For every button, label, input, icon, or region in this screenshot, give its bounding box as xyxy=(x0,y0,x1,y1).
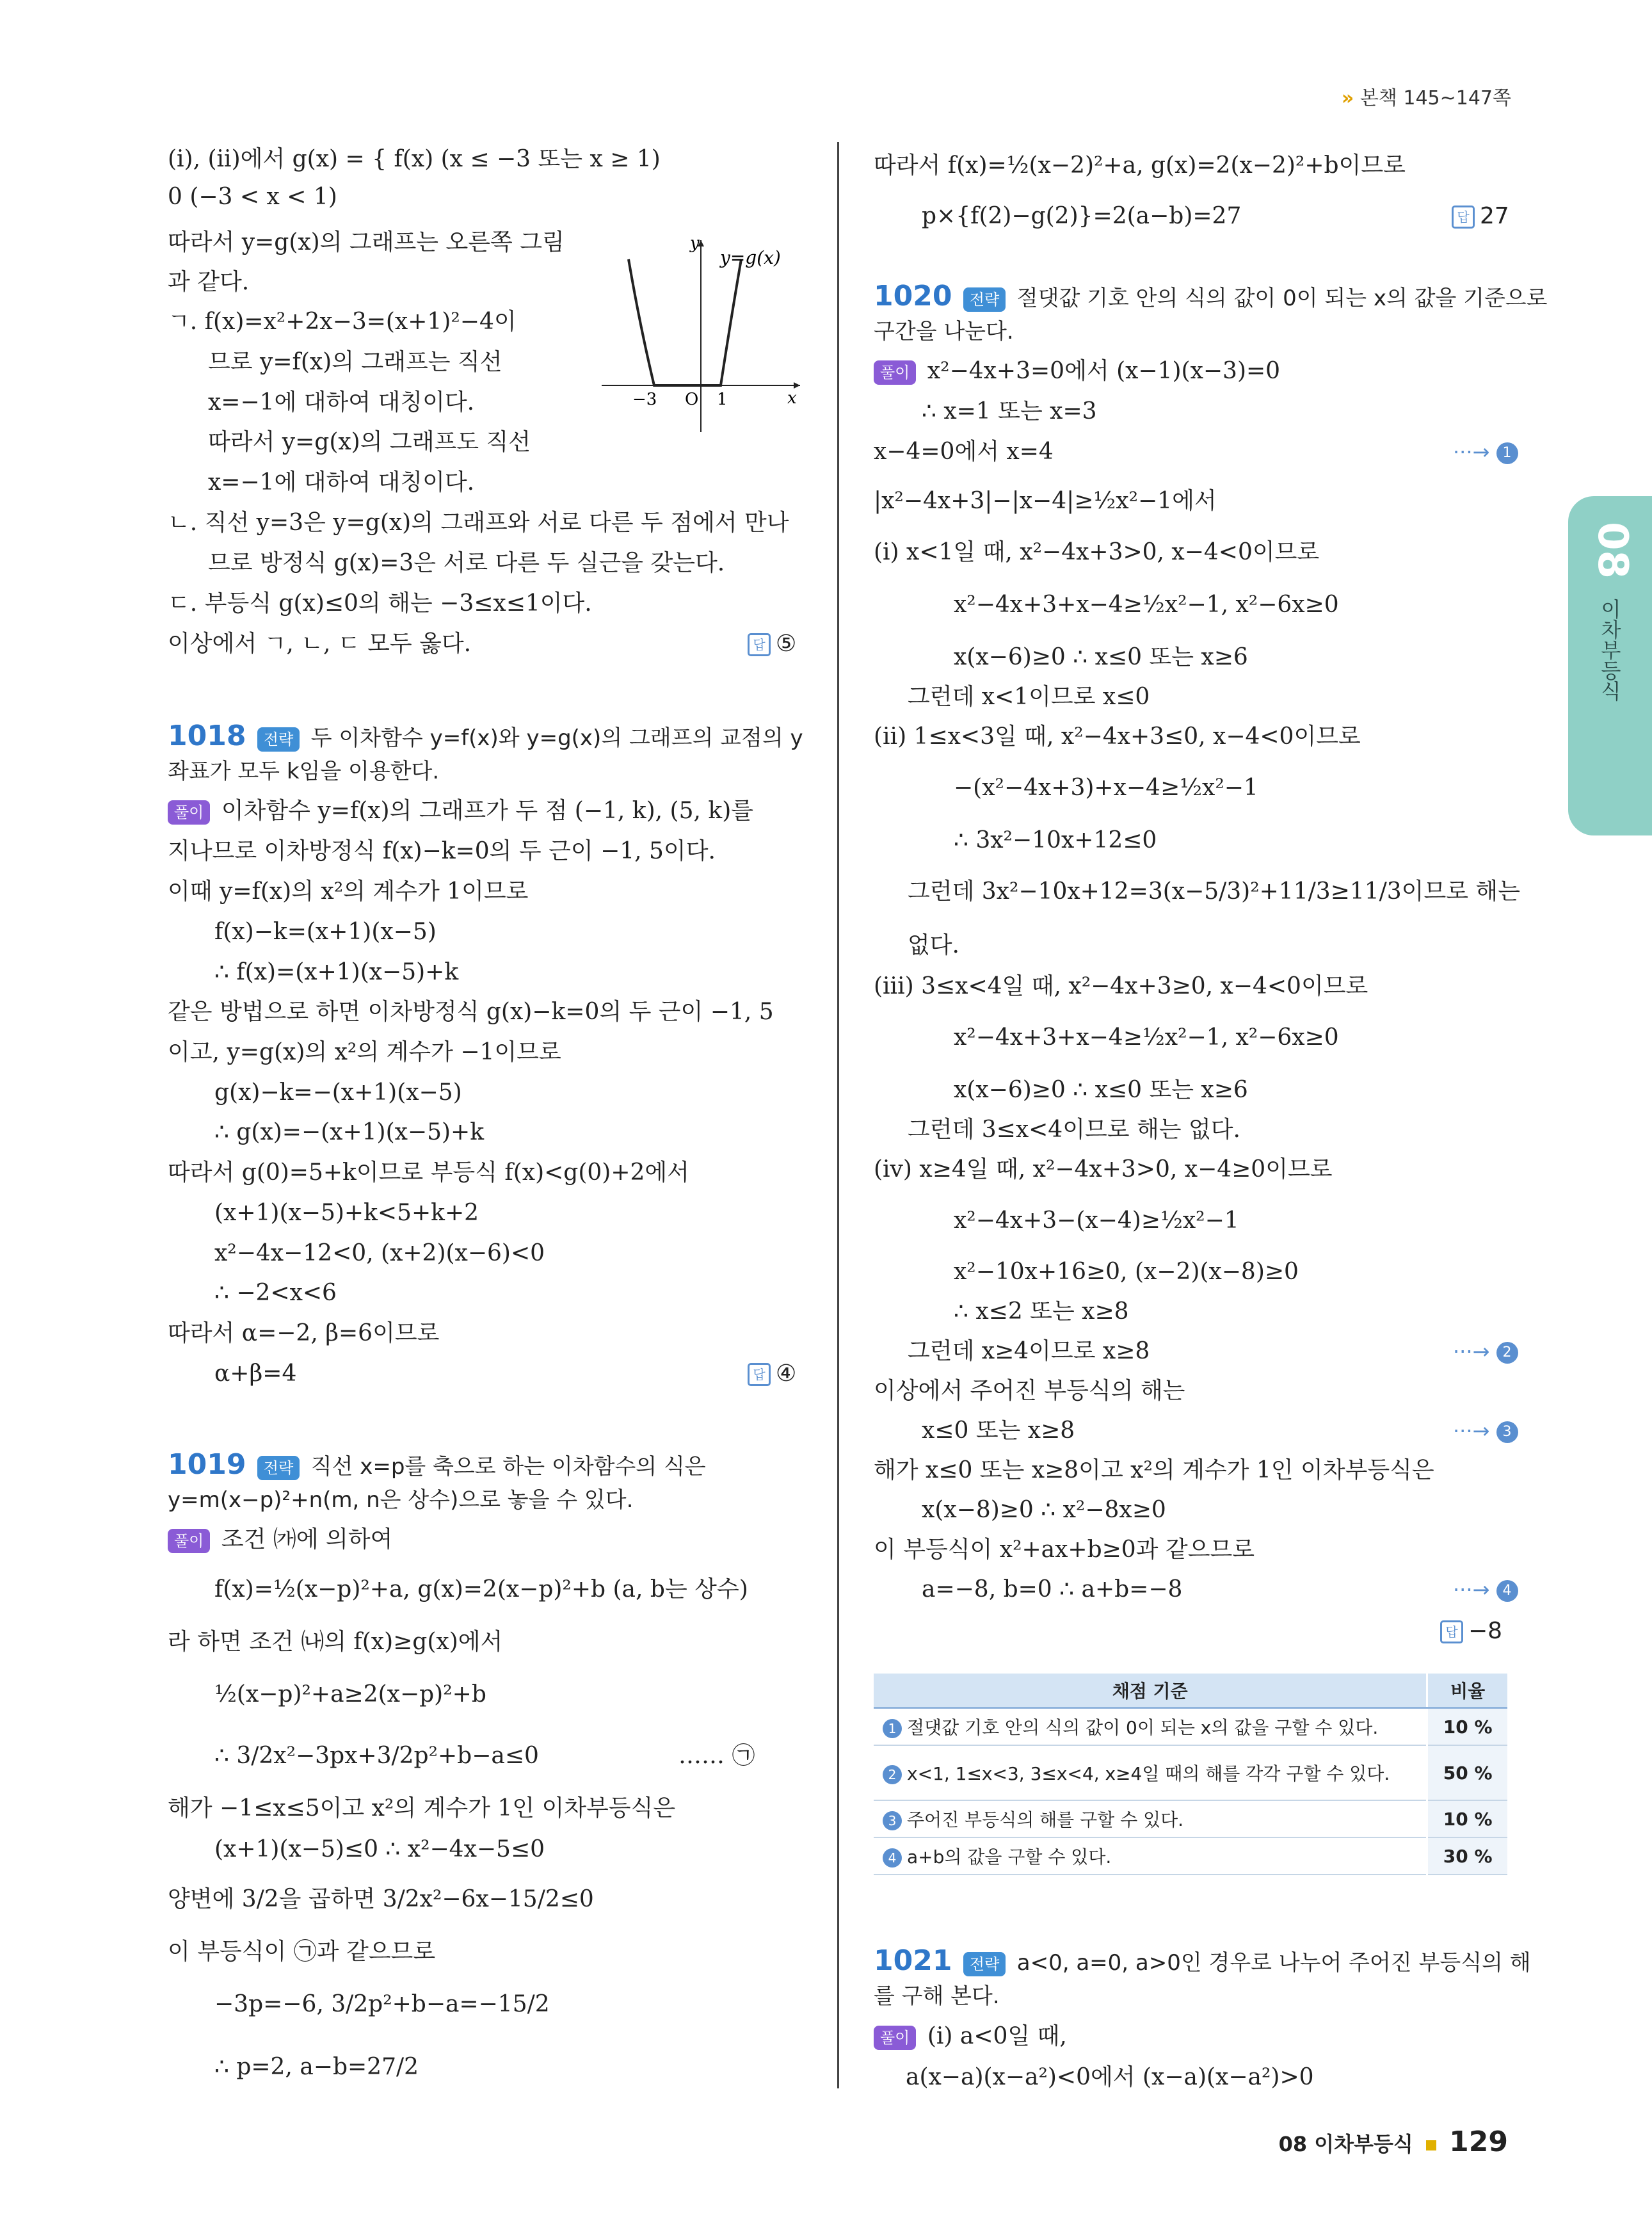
tick-label: −3 xyxy=(632,390,657,409)
problem-number: 1021 xyxy=(874,1944,952,1977)
answer-1020 xyxy=(1440,1617,1502,1646)
y-label: y xyxy=(690,234,700,253)
graph-g xyxy=(595,230,806,435)
answer-value: −8 xyxy=(1468,1618,1503,1644)
solution-badge: 풀이 xyxy=(168,800,210,825)
solution-line: x²−4x+3+x−4≥½x²−1, x²−6x≥0 xyxy=(954,592,1339,618)
solution-line: f(x)=½(x−p)²+a, g(x)=2(x−p)²+b (a, b는 상수) xyxy=(214,1576,748,1602)
grading-criterion: 4 a+b의 값을 구할 수 있다. xyxy=(874,1837,1427,1875)
answer-icon: 답 xyxy=(1452,206,1475,229)
solution-line: x²−10x+16≥0, (x−2)(x−8)≥0 xyxy=(954,1259,1299,1285)
solution-line: ∴ 3x²−10x+12≤0 xyxy=(954,827,1157,853)
x-label: x xyxy=(787,389,797,408)
solution-line: g(x)−k=−(x+1)(x−5) xyxy=(214,1079,462,1106)
step-marker: ···→ 2 xyxy=(1453,1337,1518,1366)
grading-ratio: 30 % xyxy=(1427,1837,1507,1875)
solution-line: (i) x<1일 때, x²−4x+3>0, x−4<0이므로 xyxy=(874,539,1320,565)
solution-line: 없다. xyxy=(908,932,959,958)
grading-ratio: 50 % xyxy=(1427,1745,1507,1800)
solution-line: α+β=4 xyxy=(214,1360,297,1387)
origin-label: O xyxy=(685,390,699,409)
page-number: 129 xyxy=(1449,2126,1508,2158)
problem-1018-header xyxy=(168,722,803,753)
strategy-badge: 전략 xyxy=(257,727,300,752)
solution-text: 조건 ㈎에 의하여 xyxy=(221,1526,393,1553)
left-line: 므로 y=f(x)의 그래프는 직선 xyxy=(208,349,502,375)
solution-line: 그런데 x≥4이므로 x≥8 xyxy=(908,1338,1150,1364)
solution-line: (x+1)(x−5)+k<5+k+2 xyxy=(214,1200,479,1226)
strategy-text: 절댓값 기호 안의 식의 값이 0이 되는 x의 값을 기준으로 xyxy=(1016,286,1548,311)
solution-line: 이때 y=f(x)의 x²의 계수가 1이므로 xyxy=(168,878,529,905)
solution-line xyxy=(874,357,1280,386)
strategy-text: 좌표가 모두 k임을 이용한다. xyxy=(168,759,440,784)
solution-line: ∴ p=2, a−b=27/2 xyxy=(214,2054,419,2080)
solution-line: a(x−a)(x−a²)<0에서 (x−a)(x−a²)>0 xyxy=(906,2064,1314,2090)
grading-criterion: 2 x<1, 1≤x<3, 3≤x<4, x≥4일 때의 해를 각각 구할 수 있다. xyxy=(874,1745,1427,1800)
solution-line: 이 부등식이 x²+ax+b≥0과 같으므로 xyxy=(874,1537,1255,1563)
right-line: 따라서 f(x)=½(x−2)²+a, g(x)=2(x−2)²+b이므로 xyxy=(874,152,1406,179)
strategy-text: 구간을 나눈다. xyxy=(874,319,1014,344)
answer-icon: 답 xyxy=(748,633,771,656)
solution-line: ∴ x≤2 또는 x≥8 xyxy=(954,1298,1129,1325)
strategy-text: y=m(x−p)²+n(m, n은 상수)으로 놓을 수 있다. xyxy=(168,1487,634,1513)
solution-line: (x+1)(x−5)≤0 ∴ x²−4x−5≤0 xyxy=(214,1836,545,1862)
column-divider xyxy=(837,142,839,2088)
answer-1017 xyxy=(748,629,796,659)
grading-criterion: 3 주어진 부등식의 해를 구할 수 있다. xyxy=(874,1800,1427,1837)
problem-1019-header xyxy=(168,1450,706,1481)
solution-line: x(x−6)≥0 ∴ x≤0 또는 x≥6 xyxy=(954,644,1248,670)
answer-1018 xyxy=(748,1359,796,1389)
problem-1020-header xyxy=(874,282,1548,313)
side-tab-number: 08 xyxy=(1589,522,1636,579)
solution-line: 해가 −1≤x≤5이고 x²의 계수가 1인 이차부등식은 xyxy=(168,1795,676,1821)
grading-header-row xyxy=(874,1674,1507,1708)
solution-line: |x²−4x+3|−|x−4|≥½x²−1에서 xyxy=(874,488,1217,514)
grading-row xyxy=(874,1708,1507,1746)
solution-line: ∴ x=1 또는 x=3 xyxy=(922,398,1097,424)
solution-line: a=−8, b=0 ∴ a+b=−8 xyxy=(922,1576,1183,1602)
problem-number: 1018 xyxy=(168,720,246,752)
left-line: 므로 방정식 g(x)=3은 서로 다른 두 실근을 갖는다. xyxy=(208,550,725,576)
problem-number: 1020 xyxy=(874,280,952,312)
solution-line: ∴ f(x)=(x+1)(x−5)+k xyxy=(214,959,459,985)
solution-line: 그런데 x<1이므로 x≤0 xyxy=(908,684,1150,710)
strategy-text: a<0, a=0, a>0인 경우로 나누어 주어진 부등식의 해 xyxy=(1016,1950,1531,1976)
problem-number: 1019 xyxy=(168,1448,246,1481)
solution-line: ∴ g(x)=−(x+1)(x−5)+k xyxy=(214,1119,485,1145)
grading-row xyxy=(874,1837,1507,1875)
curve-label: y=g(x) xyxy=(720,247,781,268)
solution-line: −3p=−6, 3/2p²+b−a=−15/2 xyxy=(214,1991,550,2017)
solution-line: 그런데 3≤x<4이므로 해는 없다. xyxy=(908,1117,1240,1143)
step-marker: ···→ 4 xyxy=(1453,1575,1518,1604)
solution-line: 이고, y=g(x)의 x²의 계수가 −1이므로 xyxy=(168,1039,561,1065)
solution-line: x(x−8)≥0 ∴ x²−8x≥0 xyxy=(922,1497,1166,1523)
strategy-badge: 전략 xyxy=(257,1456,300,1480)
solution-text: x²−4x+3=0에서 (x−1)(x−3)=0 xyxy=(927,358,1281,384)
grading-ratio: 10 % xyxy=(1427,1708,1507,1746)
solution-line: (ii) 1≤x<3일 때, x²−4x+3≤0, x−4<0이므로 xyxy=(874,723,1361,750)
grading-row xyxy=(874,1745,1507,1800)
answer-value: ⑤ xyxy=(776,631,797,657)
solution-line xyxy=(874,2022,1067,2051)
solution-line: x²−4x−12<0, (x+2)(x−6)<0 xyxy=(214,1240,545,1266)
solution-line: 이상에서 주어진 부등식의 해는 xyxy=(874,1378,1185,1404)
solution-line: ∴ −2<x<6 xyxy=(214,1280,337,1306)
step-marker: ···→ 3 xyxy=(1453,1416,1518,1446)
answer-icon: 답 xyxy=(748,1363,771,1386)
double-chevron-icon: » xyxy=(1341,87,1354,109)
footer-square-icon xyxy=(1426,2140,1436,2150)
solution-line: 라 하면 조건 ㈏의 f(x)≥g(x)에서 xyxy=(168,1629,503,1655)
solution-line: 그런데 3x²−10x+12=3(x−5/3)²+11/3≥11/3이므로 해는 xyxy=(908,878,1520,905)
left-line: ㄷ. 부등식 g(x)≤0의 해는 −3≤x≤1이다. xyxy=(168,590,592,617)
solution-line: x²−4x+3+x−4≥½x²−1, x²−6x≥0 xyxy=(954,1024,1339,1051)
solution-line: x−4=0에서 x=4 xyxy=(874,439,1054,465)
problem-1021-header xyxy=(874,1946,1531,1978)
solution-line: 따라서 g(0)=5+k이므로 부등식 f(x)<g(0)+2에서 xyxy=(168,1159,689,1186)
solution-line: 해가 x≤0 또는 x≥8이고 x²의 계수가 1인 이차부등식은 xyxy=(874,1457,1434,1483)
grading-table xyxy=(874,1674,1507,1875)
strategy-text: 직선 x=p를 축으로 하는 이차함수의 식은 xyxy=(310,1454,706,1480)
grading-ratio-header: 비율 xyxy=(1427,1674,1507,1708)
left-line: 과 같다. xyxy=(168,269,250,295)
grading-criteria-header: 채점 기준 xyxy=(874,1674,1427,1708)
grading-row xyxy=(874,1800,1507,1837)
left-line: (i), (ii)에서 g(x) = { f(x) (x ≤ −3 또는 x ≥ 1) xyxy=(168,146,661,172)
solution-line: x≤0 또는 x≥8 xyxy=(922,1417,1075,1444)
left-line: 따라서 y=g(x)의 그래프는 오른쪽 그림 xyxy=(168,229,565,255)
step-marker: ···→ 1 xyxy=(1453,437,1518,467)
page-reference-text: 본책 145~147쪽 xyxy=(1359,87,1511,109)
solution-line: x²−4x+3−(x−4)≥½x²−1 xyxy=(954,1207,1239,1234)
answer-1019 xyxy=(1452,202,1509,231)
solution-line: (iv) x≥4일 때, x²−4x+3>0, x−4≥0이므로 xyxy=(874,1156,1333,1182)
curve-g xyxy=(629,259,741,385)
solution-line xyxy=(168,796,753,826)
left-line: 0 (−3 < x < 1) xyxy=(168,184,337,210)
answer-value: 27 xyxy=(1480,203,1509,229)
answer-icon: 답 xyxy=(1440,1620,1463,1643)
right-line: p×{f(2)−g(2)}=2(a−b)=27 xyxy=(922,203,1242,229)
solution-text: (i) a<0일 때, xyxy=(927,2023,1067,2049)
strategy-badge: 전략 xyxy=(963,287,1006,312)
solution-badge: 풀이 xyxy=(168,1529,210,1553)
solution-line: f(x)−k=(x+1)(x−5) xyxy=(214,919,437,945)
left-line: x=−1에 대하여 대칭이다. xyxy=(208,389,475,416)
solution-line: (iii) 3≤x<4일 때, x²−4x+3≥0, x−4<0이므로 xyxy=(874,973,1368,999)
solution-line: x(x−6)≥0 ∴ x≤0 또는 x≥6 xyxy=(954,1077,1248,1103)
left-line: 따라서 y=g(x)의 그래프도 직선 xyxy=(208,429,531,455)
page-footer xyxy=(1279,2126,1508,2158)
left-line: ㄱ. f(x)=x²+2x−3=(x+1)²−4이 xyxy=(168,309,517,335)
solution-line: 양변에 3/2을 곱하면 3/2x²−6x−15/2≤0 xyxy=(168,1886,594,1912)
solution-line: …… ㉠ xyxy=(678,1743,755,1769)
solution-line: 이 부등식이 ㉠과 같으므로 xyxy=(168,1939,436,1965)
left-line: ㄴ. 직선 y=3은 y=g(x)의 그래프와 서로 다른 두 점에서 만나 xyxy=(168,510,789,536)
side-tab-title: 이차부등식 xyxy=(1598,599,1622,701)
solution-line: 지나므로 이차방정식 f(x)−k=0의 두 근이 −1, 5이다. xyxy=(168,838,716,864)
solution-line xyxy=(168,1525,392,1554)
page-reference xyxy=(1342,82,1511,110)
solution-text: 이차함수 y=f(x)의 그래프가 두 점 (−1, k), (5, k)를 xyxy=(221,798,754,824)
strategy-badge: 전략 xyxy=(963,1952,1006,1976)
grading-criterion: 1 절댓값 기호 안의 식의 값이 0이 되는 x의 값을 구할 수 있다. xyxy=(874,1708,1427,1746)
footer-chapter: 08 이차부등식 xyxy=(1278,2132,1413,2156)
answer-value: ④ xyxy=(776,1360,797,1387)
left-line: 이상에서 ㄱ, ㄴ, ㄷ 모두 옳다. xyxy=(168,631,472,657)
strategy-text: 를 구해 본다. xyxy=(874,1983,1000,2009)
solution-line: −(x²−4x+3)+x−4≥½x²−1 xyxy=(954,775,1258,801)
strategy-text: 두 이차함수 y=f(x)와 y=g(x)의 그래프의 교점의 y xyxy=(310,725,803,751)
grading-ratio: 10 % xyxy=(1427,1800,1507,1837)
chapter-side-tab xyxy=(1568,496,1652,835)
tick-label: 1 xyxy=(717,390,728,409)
solution-badge: 풀이 xyxy=(874,2026,916,2050)
solution-line: ∴ 3/2x²−3px+3/2p²+b−a≤0 xyxy=(214,1743,539,1769)
solution-line: ½(x−p)²+a≥2(x−p)²+b xyxy=(214,1681,486,1707)
solution-line: 따라서 α=−2, β=6이므로 xyxy=(168,1320,440,1346)
solution-line: 같은 방법으로 하면 이차방정식 g(x)−k=0의 두 근이 −1, 5 xyxy=(168,999,774,1025)
solution-badge: 풀이 xyxy=(874,360,916,385)
left-line: x=−1에 대하여 대칭이다. xyxy=(208,469,475,496)
